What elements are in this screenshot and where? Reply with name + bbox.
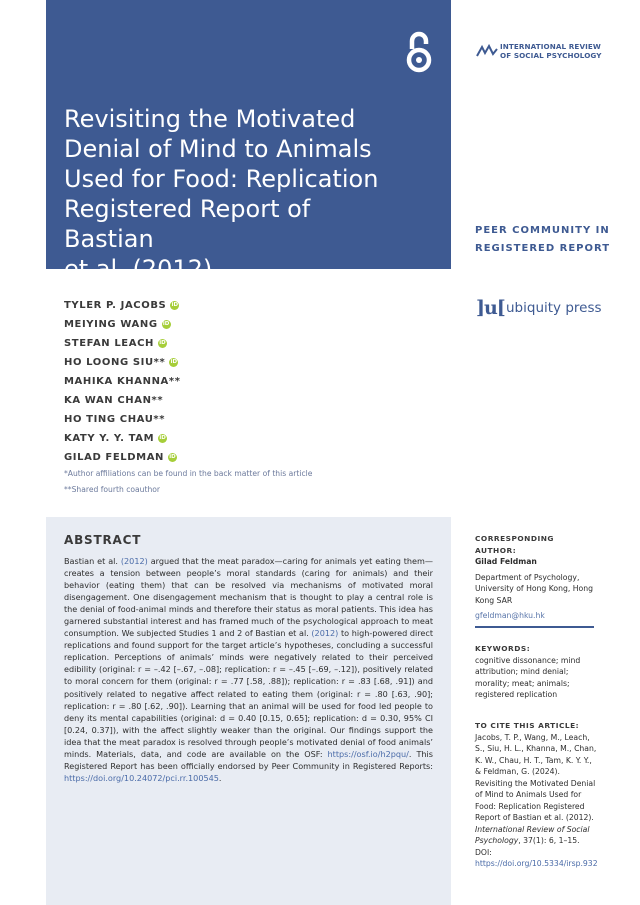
orcid-icon[interactable]: iD: [162, 321, 170, 327]
corresponding-author-heading: CORRESPONDING AUTHOR:: [475, 534, 554, 555]
abstract-panel: [46, 517, 451, 905]
journal-name: INTERNATIONAL REVIEW OF SOCIAL PSYCHOLOGY: [500, 42, 602, 60]
author: GILAD FELDMAN iD: [64, 452, 176, 463]
open-access-icon: [404, 30, 434, 74]
publisher-logo: [476, 297, 616, 321]
title-line: Denial of Mind to Animals: [64, 135, 372, 163]
author: STEFAN LEACH iD: [64, 338, 166, 349]
title-line: Registered Report of Bastian: [64, 195, 311, 253]
abstract-text: Bastian et al. (2012) argued that the meat paradox—caring for animals yet eating them—creates a tension between people’s moral standards (caring for animals) and their behavior (eating them) that can be resolved via mechanisms of motivated moral disengagement. One disengagement mechanism that is thought to play a central role is the denial of food-animal minds and therefore their status as moral patients. This idea has garnered substantial interest and has framed much of the psychological approach to meat consumption. We subjected Studies 1 and 2 of Bastian et al. (2012) to high-powered direct replications and found support for the target article’s hypotheses, concluding a successful replication. Perceptions of animals’ minds were negatively related to their perceived edibility (original: r = –.42 [–.67, –.08]; replication: r = –.45 [–.69, –.12]), positively related to moral concern for them (original: r = .77 [.58, .88]); replication: r = .83 [.68, .91]) and positively related to negative affect related to eating them (original: r = .80 [.63, .90]; replication: r = .80 [.62, .90]). Learning that an animal will be used for food led people to deny its mental capabilities (original: d = 0.40 [0.15, 0.65]; replication: d = 0.30, 95% CI [0.24, 0.37]), with the affect slightly weaker than the original. Our findings support the idea that the meat paradox is resolved through people’s motivated denial of food animals’ minds. Materials, data, and code are available on the OSF: https://osf.io/h2pqu/. This Registered Report has been officially endorsed by Peer Community in Registered Reports: https://doi.org/10.24072/pci.rr.100545.: [64, 556, 434, 783]
article-title: [64, 104, 404, 284]
citation-text: Jacobs, T. P., Wang, M., Leach, S., Siu, H. L., Khanna, M., Chan, K. W., Chau, H. T., Tam, K. Y. Y., & Feldman, G. (2024). Revisiting the Motivated Denial of Mind to Animals Used for Food: Replication Registered Report of Bastian et al. (2012). International Review of Social Psychology, 37(1): 6, 1–15. DOI: https://doi.org/10.5334/irsp.932: [475, 732, 598, 868]
journal-mark-icon: [476, 44, 498, 58]
orcid-icon[interactable]: iD: [159, 435, 166, 441]
author: MAHIKA KHANNA**: [64, 376, 181, 387]
corresponding-author: [475, 533, 597, 622]
article-doi-link[interactable]: https://doi.org/10.5334/irsp.932: [475, 859, 598, 868]
shared-author-note: **Shared fourth coauthor: [64, 485, 161, 494]
orcid-icon[interactable]: iD: [171, 302, 179, 308]
author: KA WAN CHAN**: [64, 395, 164, 406]
corresponding-author-email[interactable]: gfeldman@hku.hk: [475, 611, 545, 620]
orcid-icon[interactable]: iD: [159, 340, 166, 346]
keywords-list: cognitive dissonance; mind attribution; mind denial; morality; meat; animals; registered replication: [475, 655, 581, 699]
corresponding-author-affiliation: Department of Psychology, University of Hong Kong, Hong Kong SAR: [475, 572, 593, 605]
keywords: [475, 643, 597, 701]
ubiquity-mark: ]u[: [476, 297, 505, 319]
title-line: Revisiting the Motivated: [64, 105, 356, 133]
orcid-icon[interactable]: iD: [169, 454, 176, 460]
publisher-name: ubiquity press: [506, 300, 602, 316]
orcid-icon[interactable]: iD: [170, 359, 178, 365]
title-block: [46, 0, 451, 283]
pci-doi-link[interactable]: https://doi.org/10.24072/pci.rr.100545: [64, 772, 219, 783]
author: HO LOONG SIU** iD: [64, 357, 178, 368]
author: KATY Y. Y. TAM iD: [64, 433, 166, 444]
title-line: Used for Food: Replication: [64, 165, 379, 193]
author: MEIYING WANG iD: [64, 319, 170, 330]
affiliation-note: *Author affiliations can be found in the back matter of this article: [64, 469, 313, 478]
citation-heading: TO CITE THIS ARTICLE:: [475, 721, 580, 730]
sidebar-divider: [475, 626, 594, 628]
citation-link[interactable]: (2012): [311, 628, 339, 639]
title-line: et al. (2012): [64, 255, 213, 283]
keywords-heading: KEYWORDS:: [475, 644, 531, 653]
corresponding-author-name: Gilad Feldman: [475, 557, 537, 566]
abstract-heading: ABSTRACT: [64, 533, 142, 547]
author: HO TING CHAU**: [64, 414, 166, 425]
osf-link[interactable]: https://osf.io/h2pqu/: [327, 748, 409, 759]
citation: [475, 720, 597, 870]
pci-label: PEER COMMUNITY IN REGISTERED REPORT: [475, 225, 611, 254]
journal-logo: [476, 42, 606, 62]
author: TYLER P. JACOBS iD: [64, 300, 179, 311]
author-list: [64, 296, 181, 467]
citation-link[interactable]: (2012): [120, 556, 148, 566]
